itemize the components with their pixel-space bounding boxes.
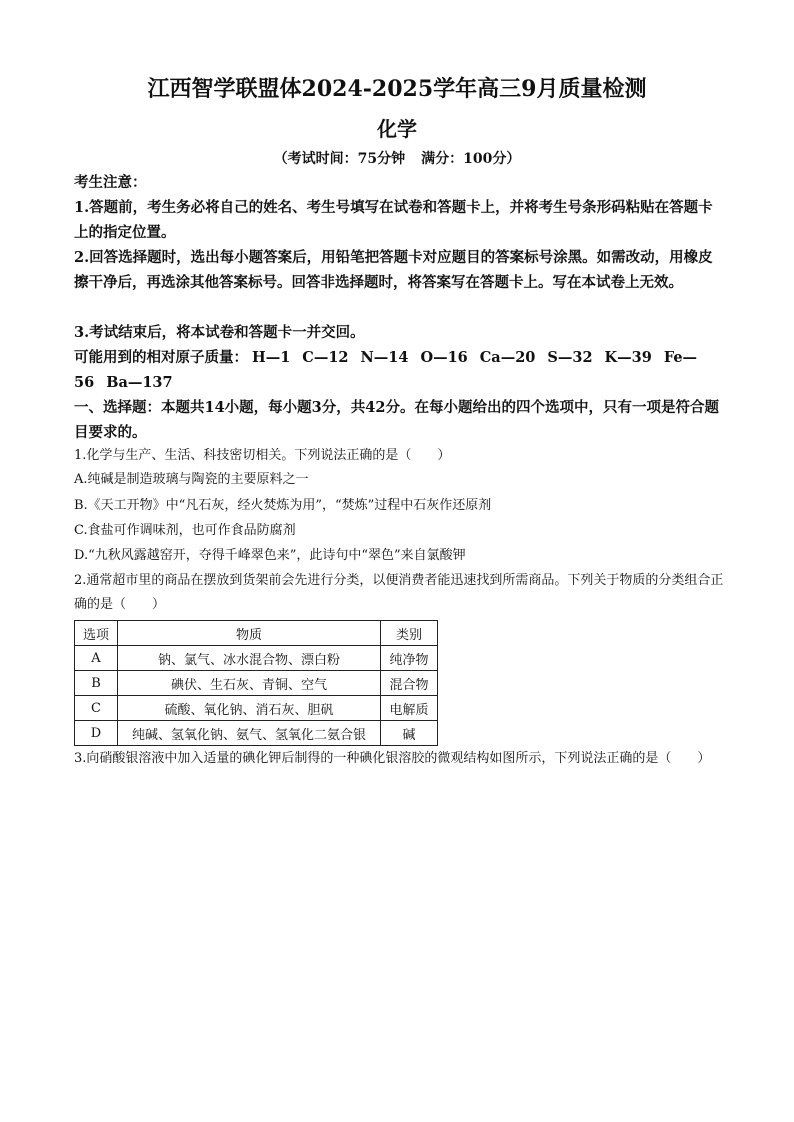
table-cell-substance: 硫酸、氧化钠、消石灰、胆矾 <box>118 696 381 721</box>
notice-item-1: 1.答题前，考生务必将自己的姓名、考生号填写在试卷和答题卡上，并将考生号条形码粘贴在答题卡上的指定位置。 <box>74 199 713 241</box>
mass-s: S—32 <box>547 349 593 366</box>
mass-k: K—39 <box>604 349 652 366</box>
mass-ca: Ca—20 <box>479 349 536 366</box>
table-cell-substance: 钠、氯气、冰水混合物、漂白粉 <box>118 646 381 671</box>
table-cell-category: 混合物 <box>381 671 438 696</box>
notice-item-3: 3.考试结束后，将本试卷和答题卡一并交回。 <box>74 324 365 341</box>
q1-stem: 1.化学与生产、生活、科技密切相关。下列说法正确的是（ ） <box>74 448 451 463</box>
q3-stem: 3.向硝酸银溶液中加入适量的碘化钾后制得的一种碘化银溶胶的微观结构如图所示，下列说法正确的是（ ） <box>74 751 711 766</box>
exam-subject: 化学 <box>377 117 417 141</box>
q2-stem: 2.通常超市里的商品在摆放到货架前会先进行分类，以便消费者能迅速找到所需商品。下列关于物质的分类组合正确的是（ ） <box>74 573 724 612</box>
table-header-substance: 物质 <box>118 621 381 646</box>
mass-fe: Fe—56 <box>74 349 698 391</box>
table-cell-category: 碱 <box>381 721 438 746</box>
table-row <box>75 721 438 746</box>
notice-heading: 考生注意： <box>74 174 147 191</box>
table-cell-category: 纯净物 <box>381 646 438 671</box>
q1-option-c: C.食盐可作调味剂，也可作食品防腐剂 <box>74 523 296 538</box>
q2-classification-table <box>74 620 438 746</box>
table-cell-option: D <box>75 721 118 746</box>
exam-score: 满分：100分） <box>421 151 521 167</box>
mass-o: O—16 <box>420 349 468 366</box>
exam-time: （考试时间：75分钟 <box>273 151 406 167</box>
table-cell-category: 电解质 <box>381 696 438 721</box>
table-cell-option: C <box>75 696 118 721</box>
table-cell-option: A <box>75 646 118 671</box>
table-cell-option: B <box>75 671 118 696</box>
q1-option-d: D.“九秋风露越窑开，夺得千峰翠色来”，此诗句中“翠色”来自氯酸钾 <box>74 548 466 563</box>
mass-ba: Ba—137 <box>106 374 173 391</box>
table-row <box>75 646 438 671</box>
notice-item-2: 2.回答选择题时，选出每小题答案后，用铅笔把答题卡对应题目的答案标号涂黑。如需改动，用橡皮擦干净后，再选涂其他答案标号。回答非选择题时，将答案写在答题卡上。写在本试卷上无效。 <box>74 249 713 291</box>
section-1-heading: 一、选择题：本题共14小题，每小题3分，共42分。在每小题给出的四个选项中，只有一项是符合题目要求的。 <box>74 399 719 441</box>
table-cell-substance: 纯碱、氢氧化钠、氨气、氢氧化二氨合银 <box>118 721 381 746</box>
mass-n: N—14 <box>360 349 409 366</box>
q1-option-a: A.纯碱是制造玻璃与陶瓷的主要原料之一 <box>74 472 309 487</box>
atomic-masses <box>74 345 724 395</box>
table-header-option: 选项 <box>75 621 118 646</box>
exam-title: 江西智学联盟体2024-2025学年高三9月质量检测 <box>147 76 647 102</box>
table-header-category: 类别 <box>381 621 438 646</box>
table-header-row <box>75 621 438 646</box>
q1-option-b: B.《天工开物》中“凡石灰，经火焚炼为用”，“焚炼”过程中石灰作还原剂 <box>74 498 492 513</box>
exam-info <box>0 148 794 168</box>
table-cell-substance: 碘伏、生石灰、青铜、空气 <box>118 671 381 696</box>
mass-c: C—12 <box>302 349 349 366</box>
atomic-masses-label: 可能用到的相对原子质量： <box>74 349 248 366</box>
mass-h: H—1 <box>252 349 291 366</box>
table-row <box>75 696 438 721</box>
table-row <box>75 671 438 696</box>
